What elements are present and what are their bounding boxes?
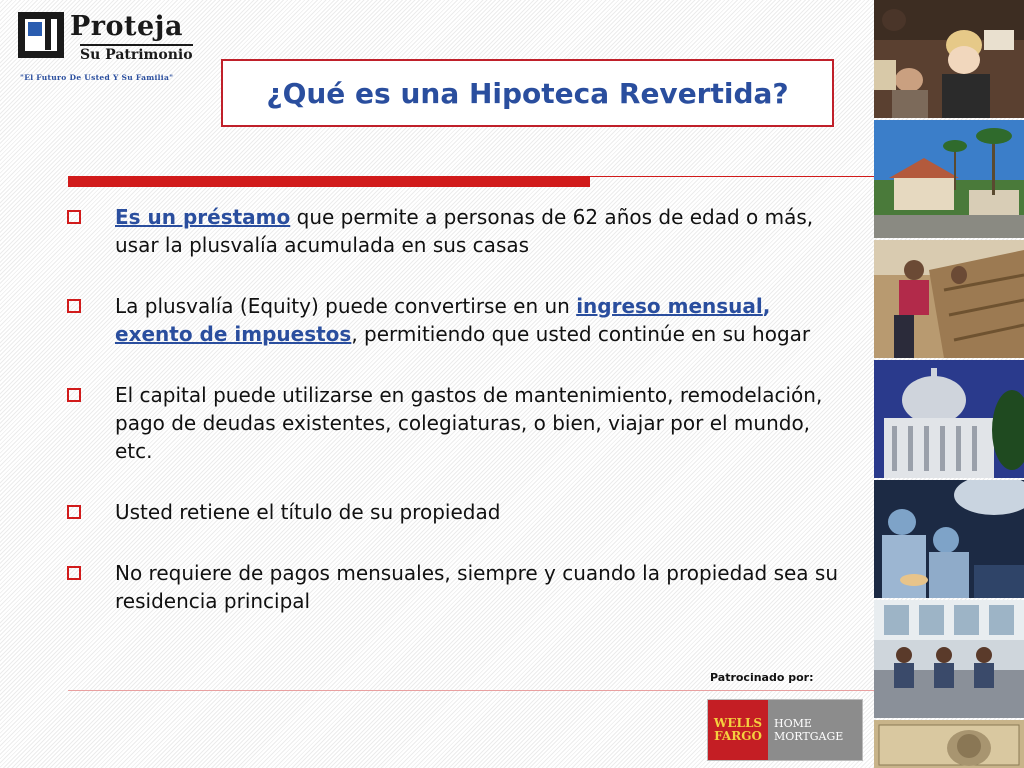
title-box xyxy=(221,59,834,127)
wf-line2: FARGO xyxy=(714,729,762,743)
page-title: ¿Qué es una Hipoteca Revertida? xyxy=(266,76,789,110)
photo-workers-lumber xyxy=(874,240,1024,358)
bullet-item xyxy=(62,292,852,348)
photo-houses-palms xyxy=(874,120,1024,238)
bottom-divider xyxy=(68,690,874,691)
bullet-text: Usted retiene el título de su propiedad xyxy=(115,500,501,524)
sponsor-label: Patrocinado por: xyxy=(710,671,814,684)
bullet-text: , permitiendo que usted continúe en su hogar xyxy=(351,322,811,346)
bullet-link[interactable]: Es un préstamo xyxy=(115,205,291,229)
bullet-item xyxy=(62,381,852,465)
bullet-item xyxy=(62,203,852,259)
home-mortgage-mark xyxy=(768,700,862,760)
bullet-text: La plusvalía (Equity) puede convertirse en un xyxy=(115,294,577,318)
photo-classroom xyxy=(874,600,1024,718)
photo-surgeons xyxy=(874,480,1024,598)
logo-mark-icon xyxy=(18,12,64,58)
hm-line2: MORTGAGE xyxy=(774,730,844,743)
wells-fargo-logo[interactable] xyxy=(708,700,862,760)
bullet-item xyxy=(62,498,852,526)
bullet-text: No requiere de pagos mensuales, siempre y cuando la propiedad sea su residencia principal xyxy=(115,561,839,613)
square-bullet-icon xyxy=(67,210,81,224)
bullet-link[interactable]: exento de impuestos xyxy=(115,322,352,346)
photo-strip xyxy=(874,0,1024,768)
square-bullet-icon xyxy=(67,388,81,402)
bullet-list xyxy=(62,203,852,648)
red-divider-line xyxy=(590,176,874,177)
square-bullet-icon xyxy=(67,566,81,580)
bullet-text: El capital puede utilizarse en gastos de mantenimiento, remodelación, pago de deudas existentes, colegiaturas, o bien, viajar por el mundo, etc. xyxy=(115,383,823,463)
logo-title: Proteja xyxy=(70,11,183,42)
photo-capitol-building xyxy=(874,360,1024,478)
logo-tagline: "El Futuro De Usted Y Su Familia" xyxy=(20,73,174,82)
red-divider-bar xyxy=(68,176,590,187)
bullet-text: , xyxy=(762,294,771,318)
wf-line1: WELLS xyxy=(713,716,763,730)
photo-money xyxy=(874,720,1024,768)
photo-people-meeting xyxy=(874,0,1024,118)
bullet-text: que permite a personas de 62 años de edad o más, usar la plusvalía acumulada en sus casas xyxy=(115,205,814,257)
bullet-item xyxy=(62,559,852,615)
proteja-logo xyxy=(18,10,198,88)
hm-line1: HOME xyxy=(774,717,812,730)
bullet-link[interactable]: ingreso mensual xyxy=(576,294,763,318)
square-bullet-icon xyxy=(67,299,81,313)
logo-subtitle: Su Patrimonio xyxy=(80,44,193,63)
wells-fargo-mark xyxy=(708,700,768,760)
square-bullet-icon xyxy=(67,505,81,519)
